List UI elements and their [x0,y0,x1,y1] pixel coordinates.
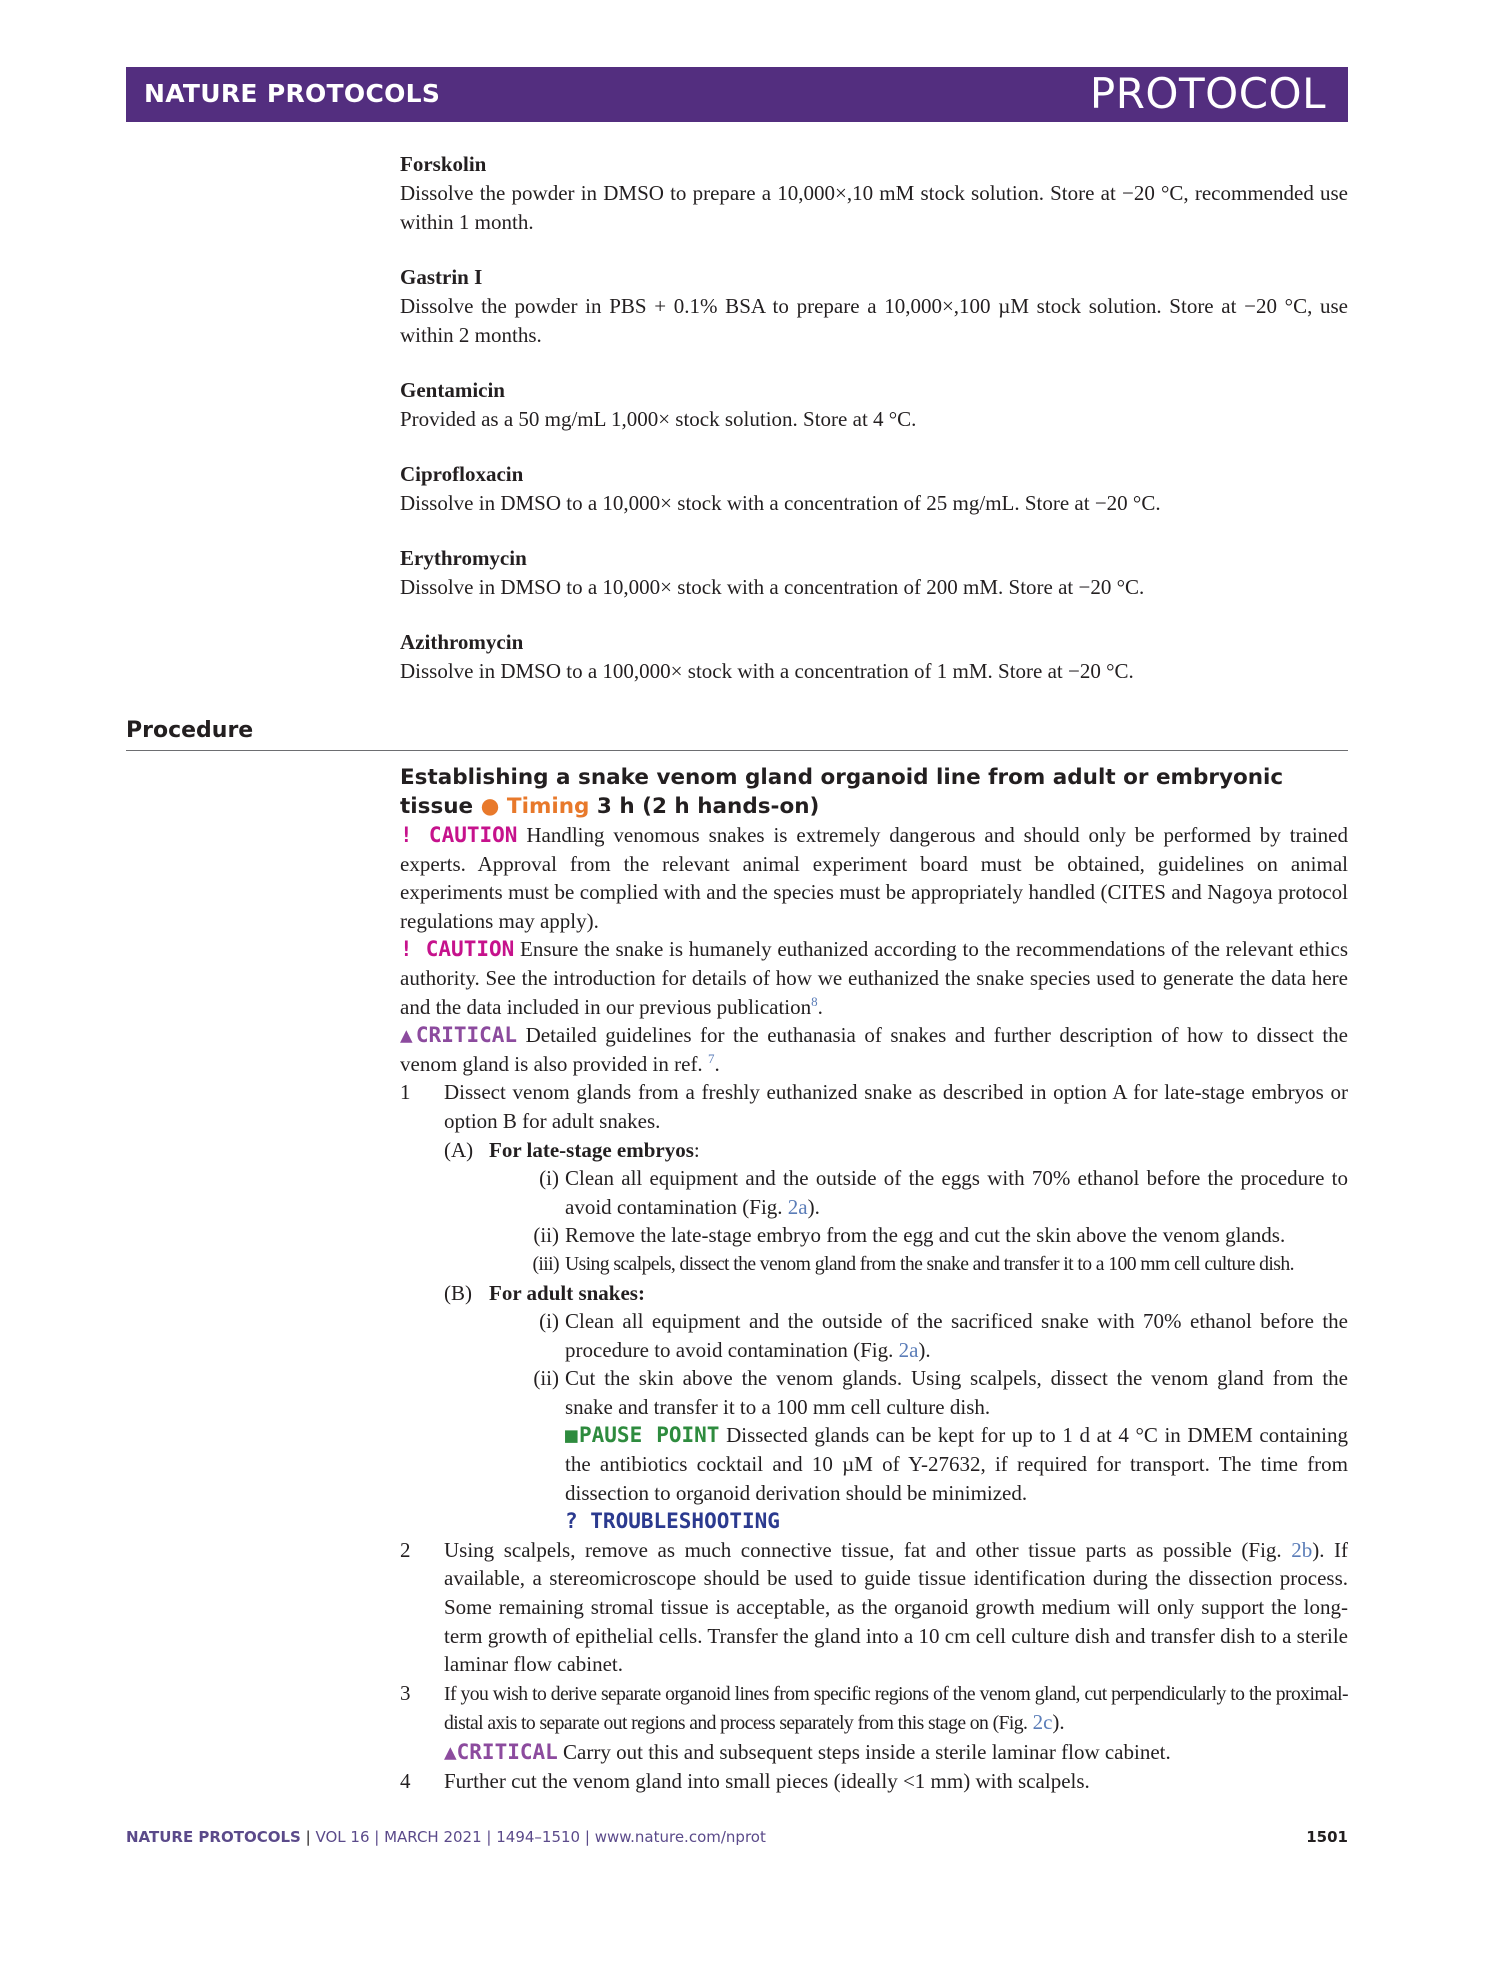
substep-text: Clean all equipment and the outside of the sacrificed snake with 70% ethanol before the procedure to avoid contamination (Fig. [565,1309,1348,1362]
caution-text: Handling venomous snakes is extremely dangerous and should only be performed by trained experts. Approval from the relevant animal experiment board must be obtained, guidelines on animal experiments must be complied with and the species must be appropriately handled (CITES and Nagoya protocol regulations may apply). [400,823,1348,933]
caution-note: ! CAUTION Ensure the snake is humanely euthanized according to the recommendations of the relevant ethics authority. See the introduction for details of how we euthanized the snake species used to generate the data here and the data included in our previous publication$^8$. [400,937,1349,1019]
reagent-text: Dissolve the powder in PBS + 0.1% BSA to prepare a 10,000×,100 µM stock solution. Store at −20 °C, use within 2 months. [400,294,1348,347]
step-number: 3 [400,1680,411,1705]
critical-text: Carry out this and subsequent steps inside a sterile laminar flow cabinet. [563,1740,1171,1764]
substep [489,1307,1348,1364]
reagent-text: Dissolve in DMSO to a 10,000× stock with a concentration of 200 mM. Store at −20 °C. [400,575,1145,599]
procedure-step [400,1767,1348,1796]
pause-point-note [489,1421,1348,1507]
option-title: For adult snakes: [489,1280,645,1305]
reference-link[interactable]: 8 [811,993,818,1009]
step-text: Using scalpels, remove as much connective tissue, fat and other tissue parts as possible (Fig. [444,1537,1282,1562]
pause-text: Dissected glands can be kept for up to 1 d at 4 °C in DMEM containing the antibiotics cocktail and 10 µM of Y-27632, if required for transport. The time from dissection to organoid derivation should be minimized. [565,1423,1349,1505]
reagent-name: Erythromycin [400,546,527,570]
substep-label: (i) [539,1309,559,1334]
caution-label: ! CAUTION [400,823,518,847]
timing-value: 3 h (2 h hands-on) [596,794,820,819]
pause-label: ■PAUSE POINT [565,1423,720,1448]
option-a: (A) For late-stage embryos: [444,1136,1348,1165]
substep-text-end: ). [807,1194,820,1219]
caution-text: Ensure the snake is humanely euthanized according to the recommendations of the relevant ethics authority. See the introduction for details of how we euthanized the snake species used to generate the data here and the data included in our previous publication [400,937,1349,1019]
step-text-end: ). [1052,1710,1065,1735]
critical-note: ▲CRITICAL Detailed guidelines for the euthanasia of snakes and further description of how to dissect the venom gland is also provided in ref. $^7$. [400,1023,1349,1076]
article-type: PROTOCOL [1089,69,1326,118]
critical-note [444,1738,1348,1767]
step-text-end: ). If available, a stereomicroscope should be used to guide tissue identification during the dissection process. Some remaining stromal tissue is acceptable, as the organoid growth medium will only support the long-term growth of epithelial cells. Transfer the gland into a 10 cm cell culture dish and transfer dish to a sterile laminar flow cabinet. [444,1537,1349,1677]
footer-journal: NATURE PROTOCOLS [126,1828,301,1846]
footer-url-link[interactable]: www.nature.com/nprot [594,1828,766,1846]
substep [489,1221,1348,1250]
footer-separator: | [305,1828,311,1846]
troubleshooting-note [489,1507,1348,1536]
substep-text: Clean all equipment and the outside of the eggs with 70% ethanol before the procedure to avoid contamination (Fig. [565,1166,1348,1219]
substep-label: (ii) [533,1366,559,1391]
reagent-entry [400,263,1348,350]
section-divider [126,750,1348,751]
step-number: 4 [400,1768,411,1793]
substep [489,1164,1348,1221]
substep [489,1250,1348,1279]
page-footer [126,1828,1348,1846]
critical-label: ▲CRITICAL [444,1740,558,1764]
substep-text: Cut the skin above the venom glands. Using scalpels, dissect the venom gland from the snake and transfer it to a 100 mm cell culture dish. [565,1366,1348,1419]
step-text: Dissect venom glands from a freshly euthanized snake as described in option A for late-stage embryos or option B for adult snakes. [444,1080,1348,1133]
reagent-name: Gastrin I [400,265,483,289]
reagent-entry [400,376,1348,434]
reagent-list [400,150,1348,712]
procedure-step [400,1679,1348,1767]
option-b-items [444,1307,1348,1536]
reagent-entry [400,544,1348,602]
substep [489,1364,1348,1421]
step-number: 1 [400,1080,411,1105]
figure-link[interactable]: 2b [1291,1537,1313,1562]
subheading-text: Establishing a snake venom gland organoid line from adult or embryonic tissue [400,765,1284,819]
caution-label: ! CAUTION [400,937,515,962]
procedure-subheading [400,763,1348,821]
caution-note [400,821,1348,935]
page-number: 1501 [1306,1828,1348,1846]
reagent-text: Provided as a 50 mg/mL 1,000× stock solution. Store at 4 °C. [400,407,917,431]
substep-label: (iii) [532,1252,559,1275]
reference-link[interactable]: 7 [707,1050,715,1066]
option-label: (A) [444,1137,474,1162]
reagent-entry [400,628,1348,686]
option-a-items [444,1164,1348,1278]
header-banner [126,67,1348,122]
reagent-text: Dissolve the powder in DMSO to prepare a 10,000×,10 mM stock solution. Store at −20 °C, recommended use within 1 month. [400,181,1348,234]
reagent-name: Ciprofloxacin [400,462,524,486]
journal-name: NATURE PROTOCOLS [144,79,441,108]
footer-issue: VOL 16 | MARCH 2021 | 1494–1510 | [315,1828,590,1846]
option-title: For late-stage embryos [489,1137,694,1162]
timing-label: Timing [506,794,590,819]
timing-dot-icon: ● [480,794,500,819]
substep-text: Using scalpels, dissect the venom gland from the snake and transfer it to a 100 mm cell culture dish. [565,1252,1294,1275]
critical-label: ▲CRITICAL [400,1023,518,1048]
reagent-name: Forskolin [400,152,487,176]
procedure-body [400,763,1348,1795]
substep-label: (ii) [533,1223,559,1248]
figure-link[interactable]: 2c [1032,1710,1053,1735]
figure-link[interactable]: 2a [787,1194,808,1219]
substep-text-end: ). [918,1337,931,1362]
reagent-text: Dissolve in DMSO to a 10,000× stock with a concentration of 25 mg/mL. Store at −20 °C. [400,491,1161,515]
option-label: (B) [444,1280,472,1305]
figure-link[interactable]: 2a [898,1337,919,1362]
substep-text: Remove the late-stage embryo from the egg and cut the skin above the venom glands. [565,1223,1286,1248]
reagent-entry [400,150,1348,237]
reagent-entry [400,460,1348,518]
step-text: Further cut the venom gland into small pieces (ideally <1 mm) with scalpels. [444,1768,1090,1793]
procedure-step [400,1078,1348,1536]
reagent-name: Azithromycin [400,630,524,654]
reagent-name: Gentamicin [400,378,505,402]
step-number: 2 [400,1537,411,1562]
reagent-text: Dissolve in DMSO to a 100,000× stock with a concentration of 1 mM. Store at −20 °C. [400,659,1134,683]
step-text: If you wish to derive separate organoid lines from specific regions of the venom gland, cut perpendicularly to the proximal-distal axis to separate out regions and process separately from this stage on (Fig. [444,1682,1348,1735]
option-b [444,1279,1348,1308]
critical-text: Detailed guidelines for the euthanasia of snakes and further description of how to dissect the venom gland is also provided in ref. [400,1023,1349,1076]
substep-label: (i) [539,1166,559,1191]
procedure-step [400,1536,1348,1679]
troubleshooting-link[interactable]: ? TROUBLESHOOTING [565,1509,780,1534]
section-heading: Procedure [126,718,254,743]
